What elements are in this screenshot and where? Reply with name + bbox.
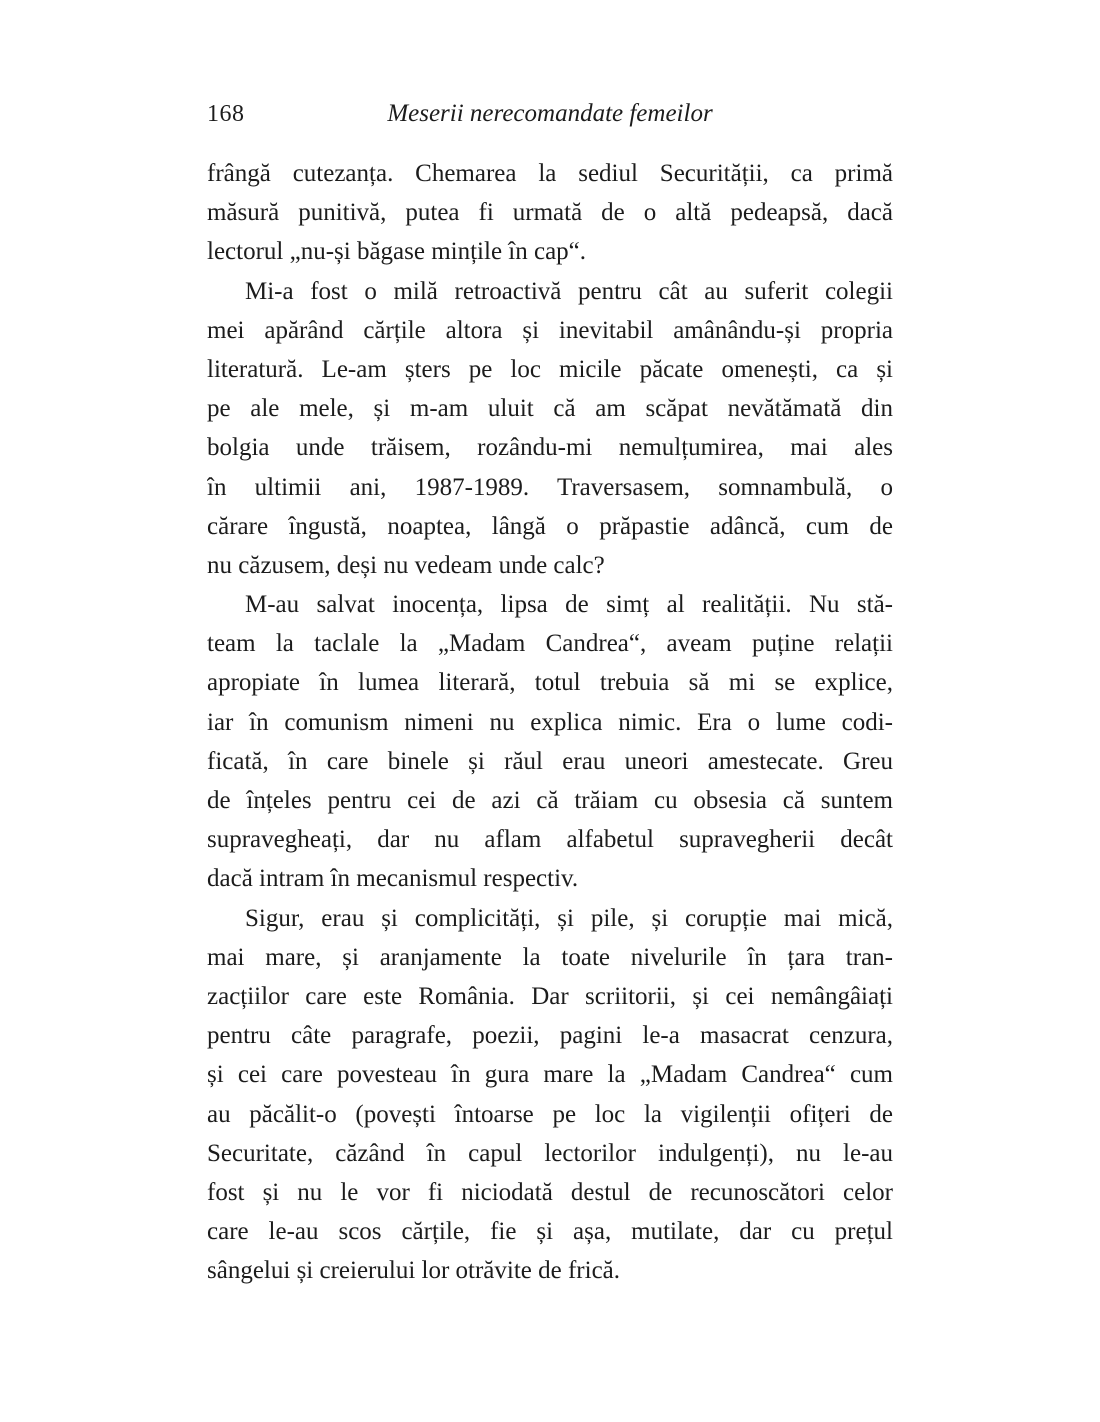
text-line: și cei care povesteau în gura mare la „Madam Candrea“ cum xyxy=(207,1061,893,1089)
page-body xyxy=(207,154,893,1290)
text-line: pentru câte paragrafe, poezii, pagini le-a masacrat cenzura, xyxy=(207,1022,893,1050)
text-line: pe ale mele, și m-am uluit că am scăpat nevătămată din xyxy=(207,395,893,423)
page-number: 168 xyxy=(207,101,245,127)
text-line: Sigur, erau și complicități, și pile, și corupție mai mică, xyxy=(245,904,893,932)
text-line: iar în comunism nimeni nu explica nimic. Era o lume codi- xyxy=(207,708,893,736)
text-line: supravegheați, dar nu aflam alfabetul supravegherii decât xyxy=(207,826,893,854)
text-line: team la taclale la „Madam Candrea“, aveam puține relații xyxy=(207,630,893,658)
text-line: lectorul „nu-și băgase mințile în cap“. xyxy=(207,238,587,266)
text-line: ficată, în care binele și răul erau uneori amestecate. Greu xyxy=(207,747,893,775)
text-line: care le-au scos cărțile, fie și așa, mutilate, dar cu prețul xyxy=(207,1218,893,1246)
text-line: fost și nu le vor fi niciodată destul de recunoscători celor xyxy=(207,1178,893,1206)
text-line: măsură punitivă, putea fi urmată de o altă pedeapsă, dacă xyxy=(207,199,893,227)
text-line: apropiate în lumea literară, totul trebuia să mi se explice, xyxy=(207,669,893,697)
page-header xyxy=(207,100,893,132)
text-line: nu căzusem, deși nu vedeam unde calc? xyxy=(207,551,605,579)
running-title: Meserii nerecomandate femeilor xyxy=(387,100,713,127)
text-line: zacțiilor care este România. Dar scriitorii, și cei nemângâiați xyxy=(207,982,893,1010)
text-line: frângă cutezanța. Chemarea la sediul Securității, ca primă xyxy=(207,160,893,187)
text-line: sângelui și creierului lor otrăvite de frică. xyxy=(207,1257,621,1285)
text-line: bolgia unde trăisem, rozându-mi nemulțumirea, mai ales xyxy=(207,434,893,462)
text-line: au păcălit-o (povești întoarse pe loc la vigilenții ofițeri de xyxy=(207,1100,893,1128)
text-line: cărare îngustă, noaptea, lângă o prăpastie adâncă, cum de xyxy=(207,512,893,540)
text-line: dacă intram în mecanismul respectiv. xyxy=(207,865,579,893)
text-line: mai mare, și aranjamente la toate nivelurile în țara tran- xyxy=(207,943,893,971)
text-line: literatură. Le-am șters pe loc micile păcate omenești, ca și xyxy=(207,355,893,383)
text-line: mei apărând cărțile altora și inevitabil amânându-și propria xyxy=(207,316,893,344)
text-line: Securitate, căzând în capul lectorilor indulgenți), nu le-au xyxy=(207,1139,893,1167)
text-line: în ultimii ani, 1987-1989. Traversasem, somnambulă, o xyxy=(207,473,893,501)
text-line: de înțeles pentru cei de azi că trăiam cu obsesia că suntem xyxy=(207,787,893,814)
text-line: M-au salvat inocența, lipsa de simț al realității. Nu stă- xyxy=(245,591,893,619)
text-line: Mi-a fost o milă retroactivă pentru cât au suferit colegii xyxy=(245,277,893,305)
